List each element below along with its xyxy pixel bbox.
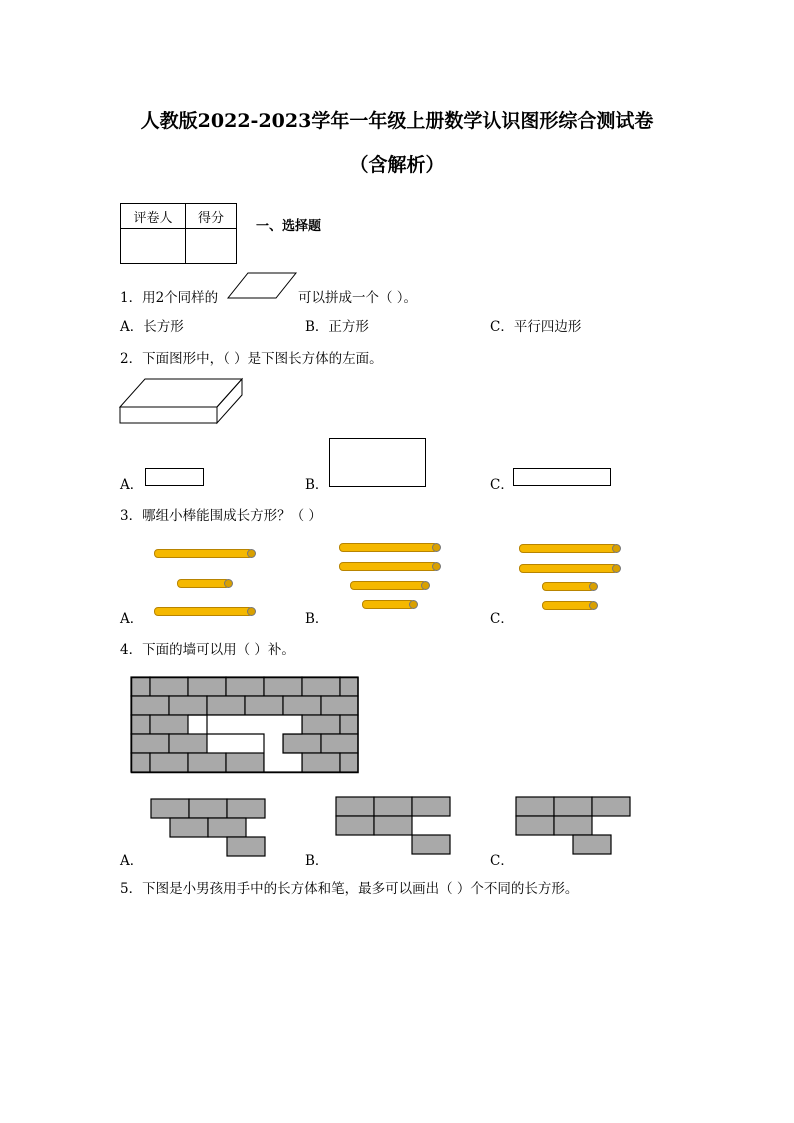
score-cell[interactable] (186, 229, 237, 264)
parallelogram-figure (226, 271, 298, 301)
stick-a-1 (154, 549, 253, 558)
q4-option-a[interactable]: A． (120, 853, 144, 869)
q2-option-b[interactable]: B． (305, 477, 329, 493)
stick-c-3 (542, 582, 595, 591)
cuboid-figure (119, 377, 244, 425)
q1-option-c[interactable]: C．平行四边形 (490, 319, 582, 335)
q2-option-b-rectangle (329, 438, 426, 487)
stick-c-1 (519, 544, 618, 553)
question-3-text: 3．哪组小棒能围成长方形？（ ） (120, 508, 322, 524)
question-4-text: 4．下面的墙可以用（ ）补。 (120, 642, 295, 658)
stick-c-4 (542, 601, 595, 610)
stick-b-3 (350, 581, 427, 590)
q4-option-b[interactable]: B． (305, 853, 329, 869)
q2-option-c-rectangle (513, 468, 611, 486)
q2-option-a-rectangle (145, 468, 204, 486)
q4-option-c[interactable]: C． (490, 853, 514, 869)
q2-option-a[interactable]: A． (120, 477, 144, 493)
q3-option-b[interactable]: B． (305, 611, 329, 627)
grader-cell[interactable] (121, 229, 186, 264)
section-heading: 一、选择题 (256, 219, 322, 234)
q3-option-c[interactable]: C． (490, 611, 514, 627)
stick-b-4 (362, 600, 415, 609)
q4-option-c-figure (516, 797, 631, 856)
q4-option-b-figure (336, 797, 451, 856)
page-subtitle: （含解析） (349, 154, 445, 176)
q4-option-a-figure (151, 799, 266, 858)
stick-a-2 (177, 579, 230, 588)
q3-option-a[interactable]: A． (120, 611, 144, 627)
stick-b-2 (339, 562, 438, 571)
q1-option-b[interactable]: B．正方形 (305, 319, 369, 335)
score-table-header-grader: 评卷人 (121, 204, 186, 229)
stick-a-3 (154, 607, 253, 616)
page-title: 人教版2022-2023学年一年级上册数学认识图形综合测试卷 (140, 110, 654, 132)
q1-option-a[interactable]: A．长方形 (120, 319, 184, 335)
score-table (120, 203, 237, 264)
question-1-prefix: 1．用2个同样的 (120, 290, 219, 306)
question-2-text: 2．下面图形中，（ ）是下图长方体的左面。 (120, 351, 383, 367)
question-1-suffix: 可以拼成一个（ ）。 (298, 290, 418, 306)
brick-wall-figure (131, 677, 359, 774)
question-5-text: 5．下图是小男孩用手中的长方体和笔，最多可以画出（ ）个不同的长方形。 (120, 881, 579, 897)
q2-option-c[interactable]: C． (490, 477, 514, 493)
stick-c-2 (519, 564, 618, 573)
score-table-header-score: 得分 (186, 204, 237, 229)
stick-b-1 (339, 543, 438, 552)
